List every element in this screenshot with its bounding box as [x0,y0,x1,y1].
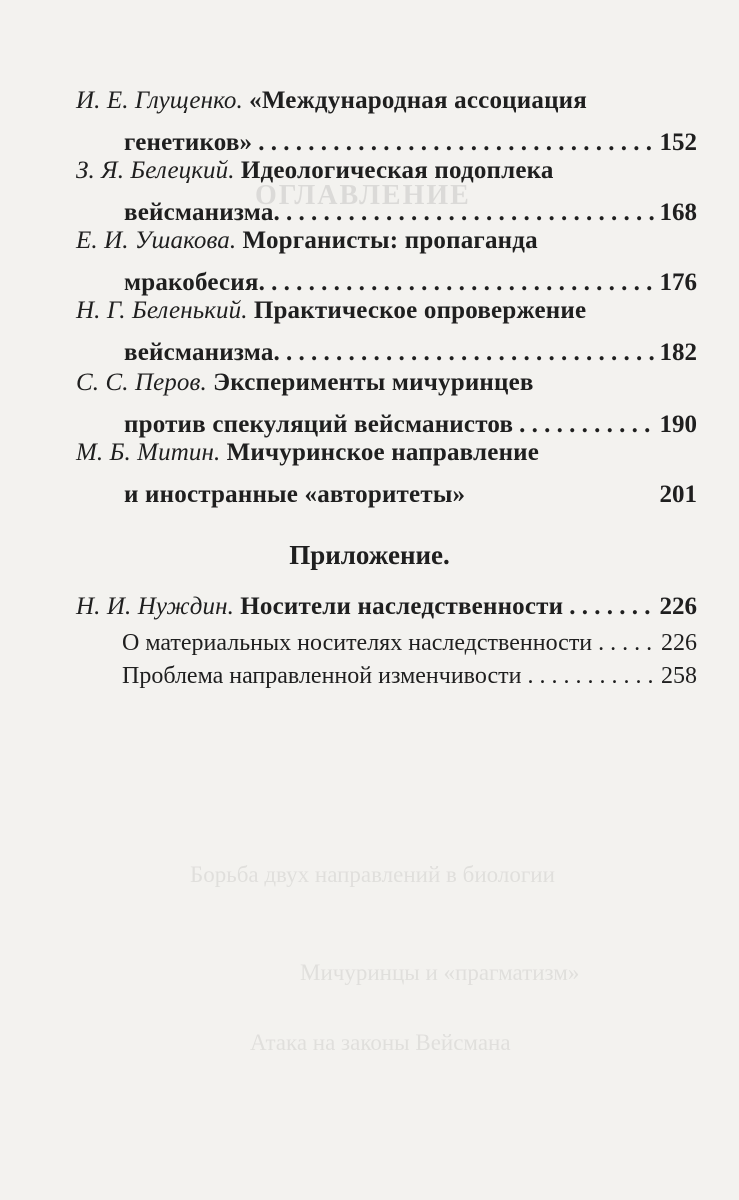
entry-author: И. Е. Глущенко. [76,87,243,114]
entry-title-line: Мичуринское направление [226,439,540,466]
entry-author: С. С. Перов. [76,369,207,396]
entry-page-number: 201 [659,481,697,508]
entry-title-line: Эксперименты мичуринцев [213,369,534,396]
entry-title-line: Идеологическая подоплека [240,157,554,184]
entry-title-line: Носители наследственности [240,593,564,620]
entry-author: Н. И. Нуждин. [76,593,234,620]
toc-entry[interactable] [76,432,697,516]
entry-title-line: генетиков» [124,129,253,156]
entry-page-number: 152 [659,129,697,156]
toc-entry[interactable] [76,586,697,628]
entry-author: З. Я. Белецкий. [76,157,235,184]
entry-author: Н. Г. Беленький. [76,297,248,324]
subentry-page-number: 258 [661,663,697,689]
bleed-through-text: Борьба двух направлений в биологии [190,862,555,887]
bleed-through-text: Атака на законы Вейсмана [250,1030,511,1055]
toc-subentry[interactable] [122,659,697,693]
entry-title-line: «Международная ассоциация [249,87,588,114]
dot-leader [569,586,653,628]
dot-leader [598,626,655,660]
subentry-page-number: 226 [661,630,697,656]
subentry-title: О материальных носителях наследственности [122,630,593,656]
entry-title-line: и иностранные «авторитеты» [124,481,466,508]
entry-page-number: 182 [659,339,697,366]
entry-page-number: 176 [659,269,697,296]
entry-title-line: вейсманизма. [124,339,280,366]
dot-leader [527,659,655,693]
entry-page-number: 226 [659,593,697,620]
bleed-through-text: Мичуринцы и «прагматизм» [300,960,580,985]
subentry-title: Проблема направленной изменчивости [122,663,522,689]
entry-title-line: мракобесия. [124,269,266,296]
entry-author: М. Б. Митин. [76,439,221,466]
bleed-through-text: ОГЛАВЛЕНИЕ [255,180,471,211]
entry-title-line: Практическое опровержение [253,297,587,324]
toc-subentry[interactable] [122,626,697,660]
entry-page-number: 168 [659,199,697,226]
entry-title-line: против спекуляций вейсманистов [124,411,514,438]
entry-page-number: 190 [659,411,697,438]
entry-author: Е. И. Ушакова. [76,227,237,254]
entry-title-line: вейсманизма. [124,199,280,226]
entry-title-line: Морганисты: пропаганда [242,227,538,254]
section-heading: Приложение. [289,540,450,570]
